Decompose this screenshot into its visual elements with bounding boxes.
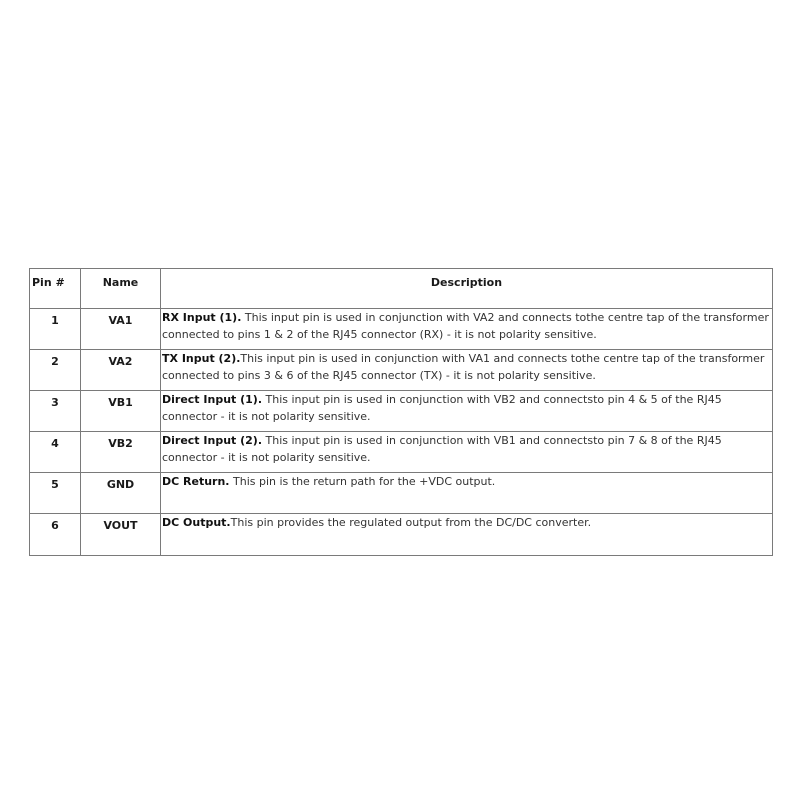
pin-number: 1	[30, 309, 81, 350]
pin-name: VB2	[81, 432, 161, 473]
header-name: Name	[81, 269, 161, 309]
description-text: This input pin is used in conjunction with VB2 and connectsto pin 4 & 5 of the RJ45 connector - it is not polarity sensitive.	[162, 393, 722, 423]
pin-description	[161, 432, 773, 473]
pin-description	[161, 350, 773, 391]
pin-name: VOUT	[81, 514, 161, 556]
header-description: Description	[161, 269, 773, 309]
description-title: DC Output.	[162, 516, 231, 529]
table-row	[30, 473, 773, 514]
description-title: Direct Input (2).	[162, 434, 262, 447]
pin-number: 3	[30, 391, 81, 432]
table-row	[30, 309, 773, 350]
description-title: Direct Input (1).	[162, 393, 262, 406]
description-text: This pin provides the regulated output from the DC/DC converter.	[230, 516, 592, 529]
table-row	[30, 432, 773, 473]
header-pin: Pin #	[30, 269, 81, 309]
table-row	[30, 391, 773, 432]
pin-description-table	[29, 268, 773, 556]
header-row	[30, 269, 773, 309]
description-title: RX Input (1).	[162, 311, 242, 324]
pin-name: VA2	[81, 350, 161, 391]
description-text: This input pin is used in conjunction with VB1 and connectsto pin 7 & 8 of the RJ45 connector - it is not polarity sensitive.	[162, 434, 722, 464]
description-text: This input pin is used in conjunction with VA2 and connects tothe centre tap of the transformer connected to pins 1 & 2 of the RJ45 connector (RX) - it is not polarity sensitive.	[162, 311, 769, 341]
pin-description	[161, 473, 773, 514]
description-text: This input pin is used in conjunction with VA1 and connects tothe centre tap of the transformer connected to pins 3 & 6 of the RJ45 connector (TX) - it is not polarity sensitive.	[162, 352, 765, 382]
pin-name: VA1	[81, 309, 161, 350]
description-title: TX Input (2).	[162, 352, 241, 365]
table-header	[30, 269, 773, 309]
pin-description	[161, 309, 773, 350]
pin-number: 6	[30, 514, 81, 556]
description-text: This pin is the return path for the +VDC output.	[229, 475, 496, 488]
pin-name: VB1	[81, 391, 161, 432]
pin-description	[161, 514, 773, 556]
table-row	[30, 514, 773, 556]
pin-name: GND	[81, 473, 161, 514]
pin-number: 2	[30, 350, 81, 391]
table-body	[30, 309, 773, 556]
pin-description	[161, 391, 773, 432]
table-row	[30, 350, 773, 391]
pin-number: 4	[30, 432, 81, 473]
pin-number: 5	[30, 473, 81, 514]
description-title: DC Return.	[162, 475, 230, 488]
